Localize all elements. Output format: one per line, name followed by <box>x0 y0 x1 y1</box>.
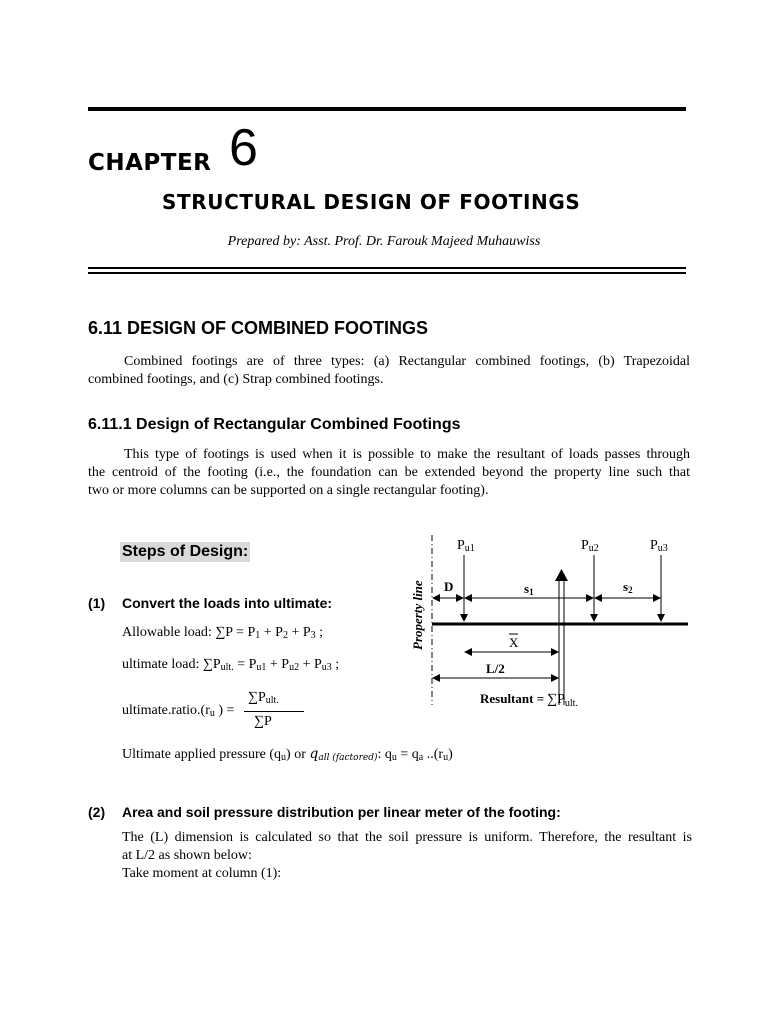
allowable-load-equation <box>122 625 323 641</box>
resultant-arrow-head <box>555 569 568 581</box>
ultimate-label: ultimate load: <box>122 657 200 672</box>
intro-line-2: combined footings, and (c) Strap combined footings. <box>88 372 384 387</box>
section-heading: 6.11 DESIGN OF COMBINED FOOTINGS <box>88 318 429 338</box>
d-label: D <box>444 579 454 594</box>
ratio-denominator: ∑P <box>254 714 272 729</box>
double-rule-bottom <box>88 272 686 274</box>
footing-diagram <box>400 525 700 725</box>
sub-line-1: This type of footings is used when it is possible to make the resultant of loads passes through <box>124 447 690 462</box>
pressure-label: Ultimate applied pressure <box>122 747 266 762</box>
s2-label: s2 <box>623 579 633 595</box>
pu1-label: Pu1 <box>457 538 475 554</box>
step2-line-1: The (L) dimension is calculated so that the soil pressure is uniform. Therefore, the resultant is <box>122 830 692 845</box>
step2-number: (2) <box>88 804 106 820</box>
step2-line-2: at L/2 as shown below: <box>122 848 252 863</box>
allowable-formula: $\sum P = P_1 + P_2 + P_3$ ; <box>215 625 324 641</box>
section-intro <box>88 353 690 389</box>
ultimate-formula: $\sum P_{ult.} = P_{u1} + P_{u2} + P_{u3}$ ; <box>202 657 340 673</box>
property-line-label: Property line <box>410 580 425 650</box>
x-label: X <box>509 635 519 650</box>
steps-heading: Steps of Design: <box>122 543 249 560</box>
step2-title: Area and soil pressure distribution per linear meter of the footing: <box>122 804 561 820</box>
subsection-body <box>88 446 690 500</box>
chapter-word: CHAPTER <box>88 150 212 176</box>
subsection-heading: 6.11.1 Design of Rectangular Combined Footings <box>88 416 461 433</box>
ultimate-ratio-equation <box>122 690 342 736</box>
step1-title: Convert the loads into ultimate: <box>122 595 333 611</box>
pressure-or: or <box>294 747 306 762</box>
step2-body <box>122 829 692 883</box>
double-rule-top <box>88 267 686 269</box>
allowable-label: Allowable load: <box>122 625 212 640</box>
chapter-number: 6 <box>229 119 258 177</box>
top-rule <box>88 107 686 111</box>
step2-line-3: Take moment at column (1): <box>122 866 282 881</box>
s1-label: s1 <box>524 581 534 597</box>
step1-number: (1) <box>88 595 106 611</box>
intro-line-1: Combined footings are of three types: (a) Rectangular combined footings, (b) Trapezoidal <box>124 354 690 369</box>
pu2-label: Pu2 <box>581 538 599 554</box>
q-all-factored: $q_{all (factored)}$ <box>309 746 378 763</box>
ratio-label: $ultimate.ratio.(r_u$ ) = <box>122 703 235 719</box>
chapter-title: STRUCTURAL DESIGN OF FOOTINGS <box>162 190 581 214</box>
ratio-numerator: $\sum P_{ult.}$ <box>248 690 279 706</box>
sub-line-3: two or more columns can be supported on a single rectangular footing). <box>88 483 489 498</box>
prepared-by: Prepared by: Asst. Prof. Dr. Farouk Majeed Muhauwiss <box>227 234 541 249</box>
ratio-fraction-bar <box>244 711 304 712</box>
l2-label: L/2 <box>486 661 505 676</box>
sub-line-2: the centroid of the footing (i.e., the foundation can be extended beyond the property line such that <box>88 465 690 480</box>
ultimate-load-equation <box>122 657 339 673</box>
resultant-label: Resultant = $\sum P_{ult.}$ <box>480 691 578 709</box>
applied-pressure-equation: Ultimate applied pressure $(q_u)$ or $q_{all (factored)}$: $q_u = q_a$ $..(r_u)$ <box>122 746 453 763</box>
pu3-label: Pu3 <box>650 538 668 554</box>
